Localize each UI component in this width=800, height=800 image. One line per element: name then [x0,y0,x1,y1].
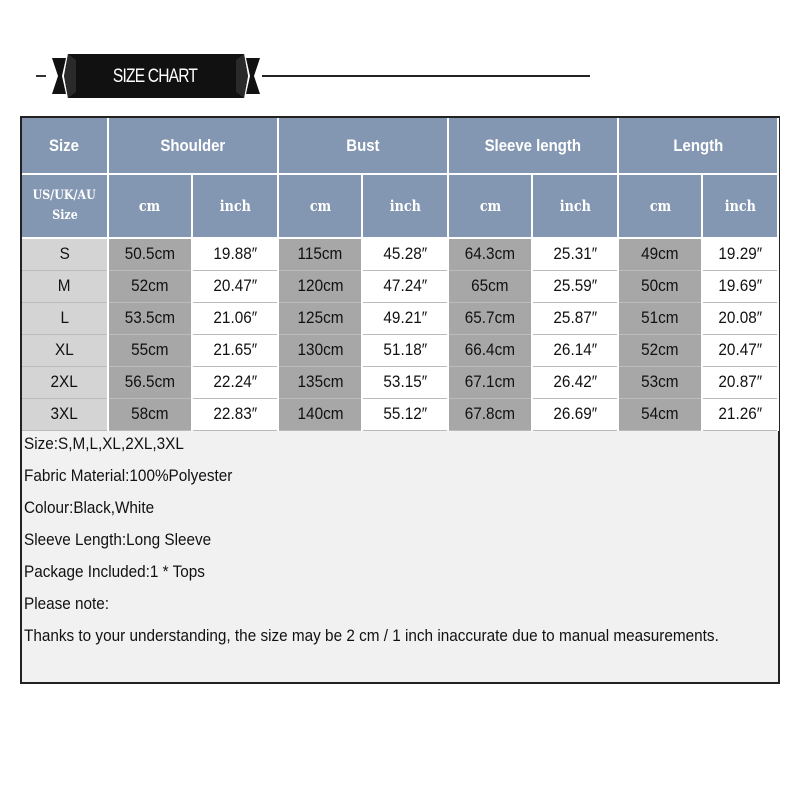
bust-inch-cell: 51.18″ [362,334,448,366]
bust-inch-cell: 45.28″ [362,238,448,270]
bust-inch-cell: 53.15″ [362,366,448,398]
note-line: Size:S,M,L,XL,2XL,3XL [24,434,184,453]
sleeve-inch-cell: 26.42″ [532,366,618,398]
table-row [22,302,778,334]
sleeve-cm-cell: 67.1cm [448,366,532,398]
length-inch-cell: 20.87″ [702,366,778,398]
length-cm-cell: 53cm [618,366,702,398]
length-cm-cell: 49cm [618,238,702,270]
header-us-uk-au-size: US/UK/AU Size [22,174,108,238]
shoulder-cm-cell: 55cm [108,334,192,366]
sleeve-inch-cell: 25.59″ [532,270,618,302]
header-length: Length [618,118,778,174]
shoulder-inch-cell: 22.24″ [192,366,278,398]
length-inch-cell: 19.29″ [702,238,778,270]
bust-inch-cell: 49.21″ [362,302,448,334]
header-bust: Bust [278,118,448,174]
unit-header-inch: inch [702,174,778,238]
shoulder-cm-cell: 53.5cm [108,302,192,334]
size-rows [22,238,778,430]
bust-cm-cell: 115cm [278,238,362,270]
unit-header-cm: cm [448,174,532,238]
sleeve-cm-cell: 65.7cm [448,302,532,334]
size-chart-banner [0,52,800,102]
shoulder-cm-cell: 52cm [108,270,192,302]
sleeve-cm-cell: 64.3cm [448,238,532,270]
bust-cm-cell: 140cm [278,398,362,430]
bust-cm-cell: 120cm [278,270,362,302]
sleeve-inch-cell: 26.69″ [532,398,618,430]
shoulder-cm-cell: 58cm [108,398,192,430]
table-row [22,366,778,398]
note-line: Colour:Black,White [24,498,155,517]
shoulder-inch-cell: 19.88″ [192,238,278,270]
unit-header-cm: cm [278,174,362,238]
table-row [22,334,778,366]
unit-header-row [22,174,778,238]
length-inch-cell: 20.08″ [702,302,778,334]
size-cell: L [22,302,108,334]
length-cm-cell: 51cm [618,302,702,334]
unit-header-inch: inch [192,174,278,238]
length-inch-cell: 21.26″ [702,398,778,430]
banner-title: SIZE CHART [112,66,198,87]
note-line: Sleeve Length:Long Sleeve [24,530,212,549]
shoulder-inch-cell: 20.47″ [192,270,278,302]
size-chart-panel [20,116,780,684]
shoulder-cm-cell: 56.5cm [108,366,192,398]
product-notes [24,428,778,652]
sleeve-cm-cell: 67.8cm [448,398,532,430]
bust-cm-cell: 125cm [278,302,362,334]
note-line: Please note: [24,594,110,613]
header-shoulder: Shoulder [108,118,278,174]
size-cell: 3XL [22,398,108,430]
header-sleeve-length: Sleeve length [448,118,618,174]
length-inch-cell: 19.69″ [702,270,778,302]
table-row [22,270,778,302]
length-cm-cell: 50cm [618,270,702,302]
shoulder-cm-cell: 50.5cm [108,238,192,270]
table-row [22,398,778,430]
note-line: Fabric Material:100%Polyester [24,466,233,485]
sleeve-inch-cell: 25.87″ [532,302,618,334]
banner-right-line [262,75,590,77]
bust-cm-cell: 130cm [278,334,362,366]
length-cm-cell: 54cm [618,398,702,430]
table-row [22,238,778,270]
size-cell: 2XL [22,366,108,398]
length-inch-cell: 20.47″ [702,334,778,366]
size-cell: M [22,270,108,302]
sleeve-cm-cell: 65cm [448,270,532,302]
sleeve-inch-cell: 26.14″ [532,334,618,366]
size-cell: S [22,238,108,270]
sleeve-cm-cell: 66.4cm [448,334,532,366]
group-header-row [22,118,778,174]
length-cm-cell: 52cm [618,334,702,366]
bust-inch-cell: 47.24″ [362,270,448,302]
header-size: Size [22,118,108,174]
unit-header-cm: cm [618,174,702,238]
note-line: Package Included:1 * Tops [24,562,205,581]
shoulder-inch-cell: 21.06″ [192,302,278,334]
bust-cm-cell: 135cm [278,366,362,398]
size-table [22,118,779,431]
unit-header-cm: cm [108,174,192,238]
bust-inch-cell: 55.12″ [362,398,448,430]
banner-left-dash [36,75,46,77]
size-cell: XL [22,334,108,366]
shoulder-inch-cell: 22.83″ [192,398,278,430]
sleeve-inch-cell: 25.31″ [532,238,618,270]
unit-header-inch: inch [362,174,448,238]
unit-header-inch: inch [532,174,618,238]
note-line: Thanks to your understanding, the size may be 2 cm / 1 inch inaccurate due to manual measurements. [24,626,719,645]
shoulder-inch-cell: 21.65″ [192,334,278,366]
